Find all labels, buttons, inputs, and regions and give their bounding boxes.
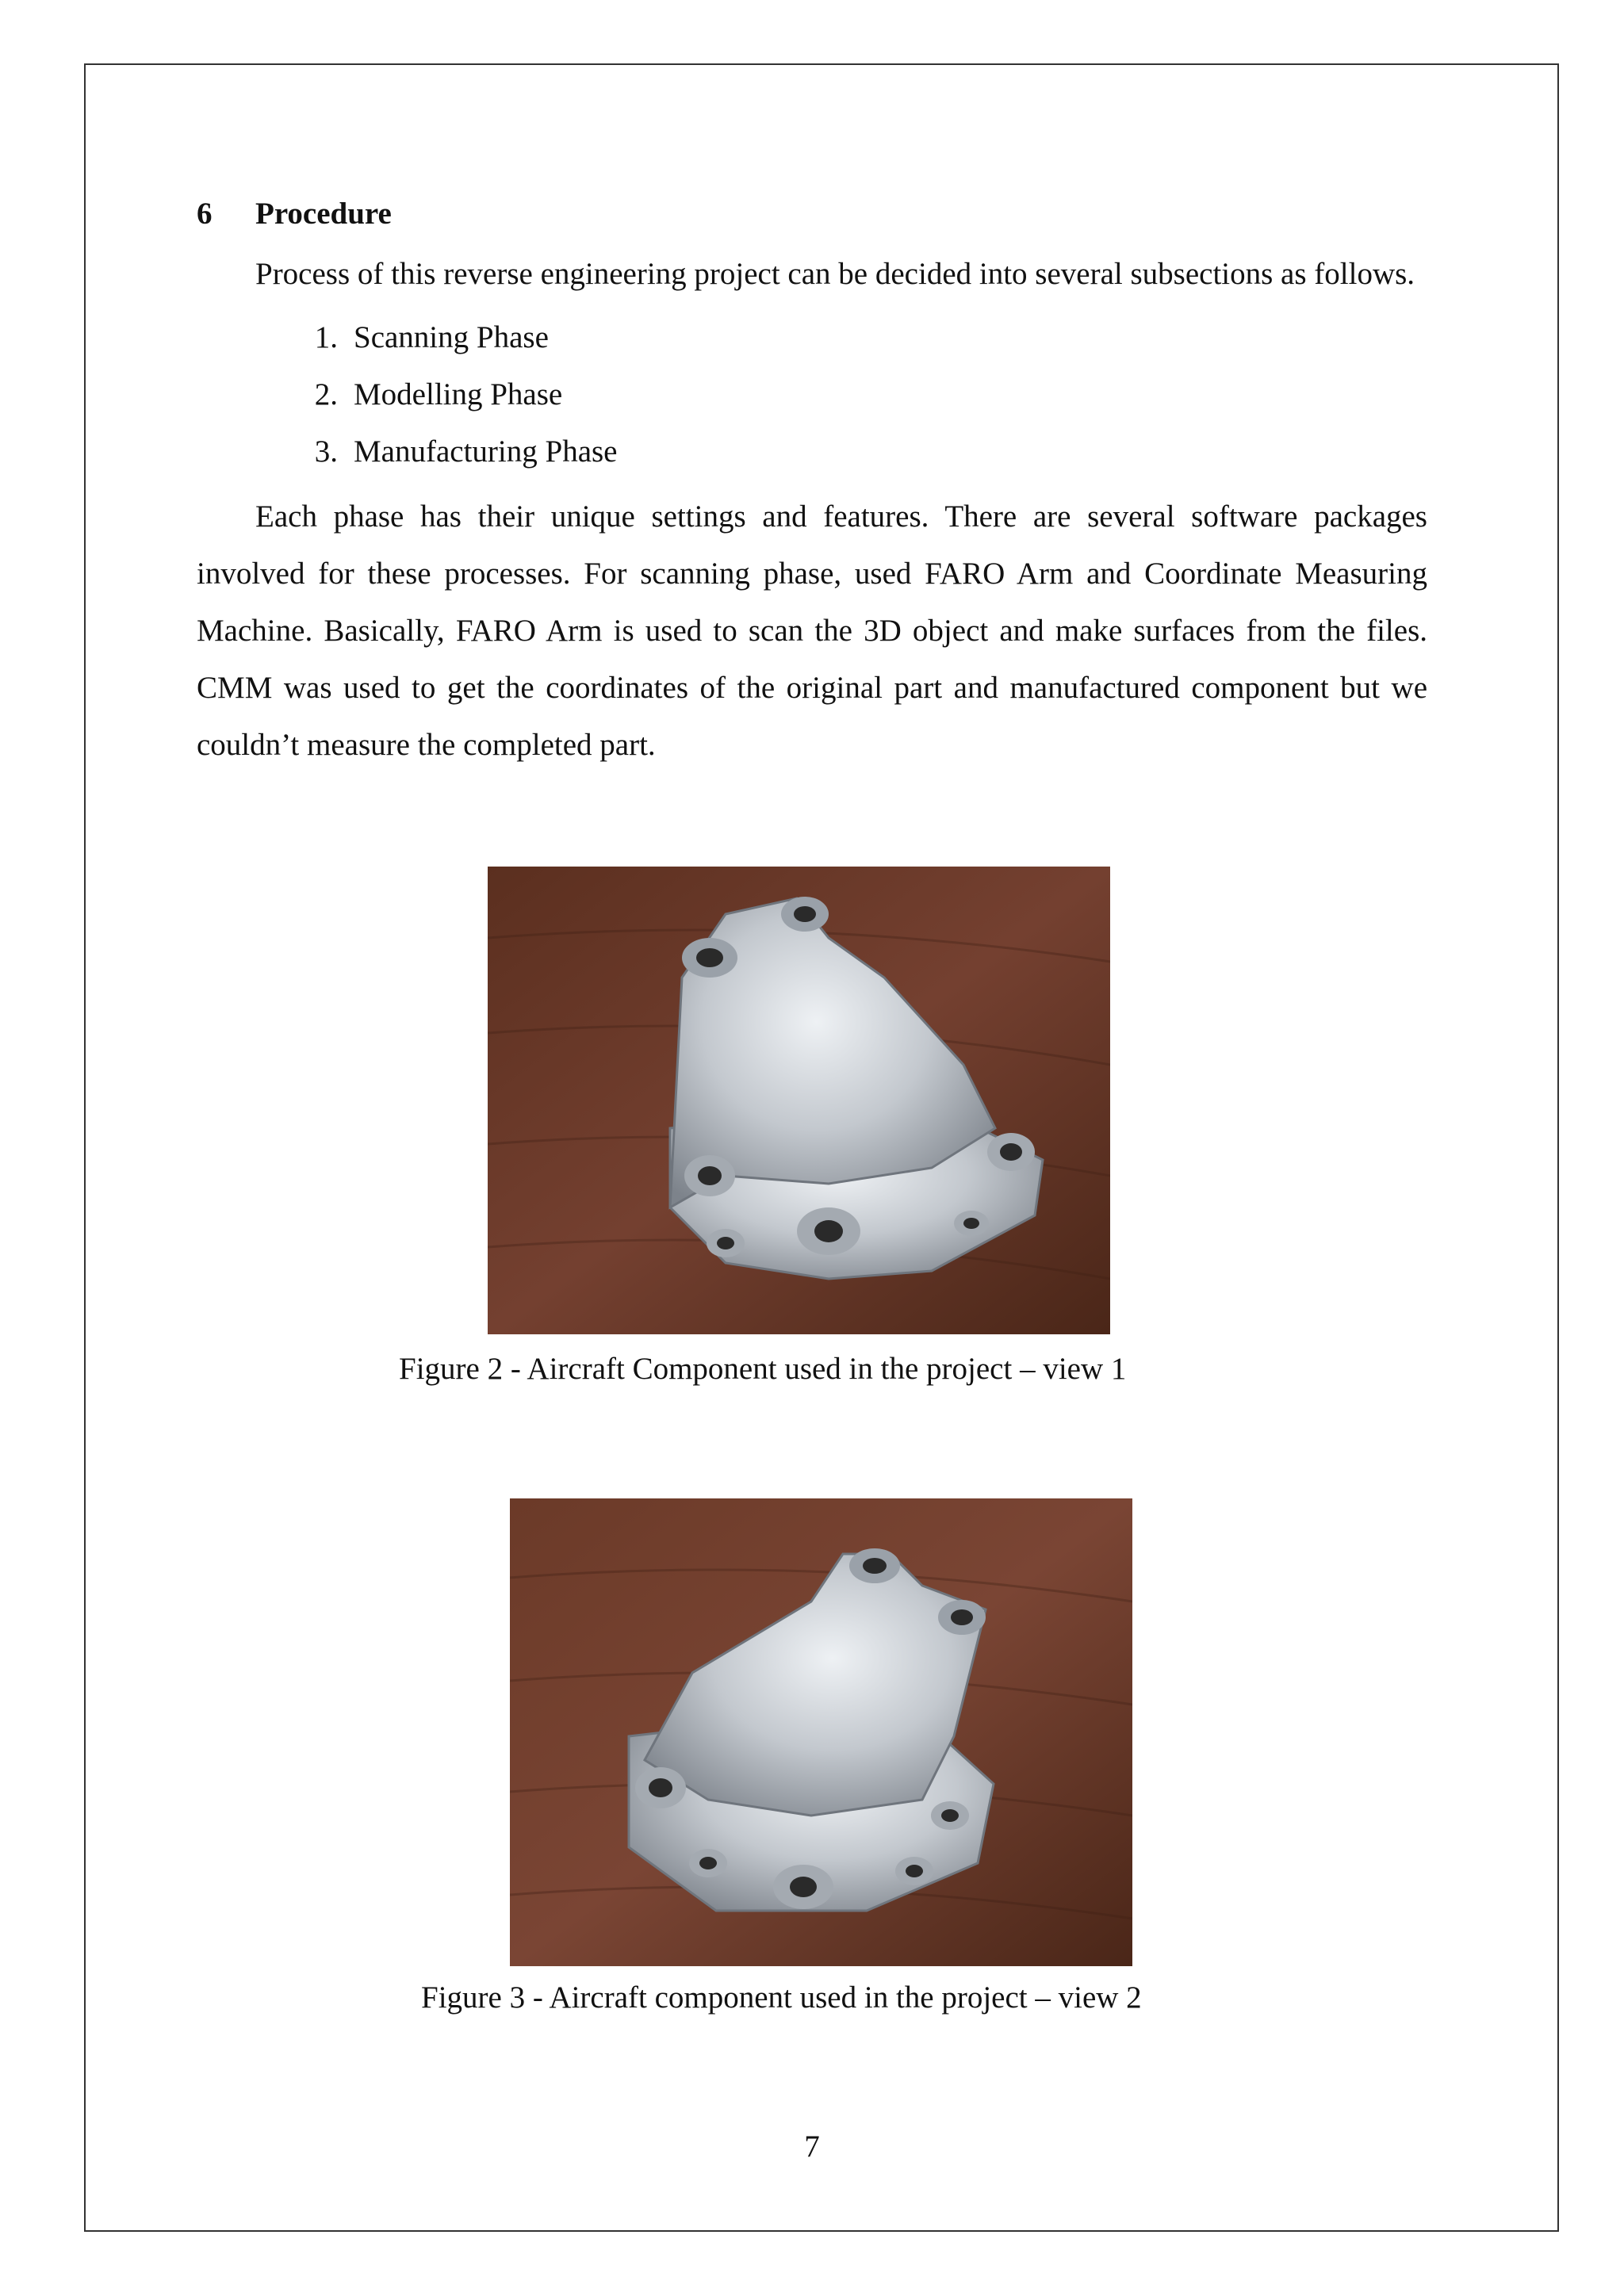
section-number: 6 [197, 197, 213, 231]
list-item-label: Modelling Phase [354, 377, 563, 411]
list-item [197, 309, 1427, 366]
body-paragraph: Each phase has their unique settings and features. There are several software packages involved for these processes. For scanning phase, used FARO Arm and Coordinate Measuring Machine. Basically, FARO Arm is used to scan the 3D object and make surfaces from the files. CMM was used to get the coordinates of the original part and manufactured component but we couldn’t measure the completed part. [197, 499, 1427, 762]
aircraft-component-photo-view-1 [488, 867, 1110, 1334]
list-item-number: 3. [314, 434, 338, 469]
list-item [197, 366, 1427, 423]
list-item-number: 2. [314, 377, 338, 411]
list-item-label: Scanning Phase [354, 320, 549, 354]
section-title: Procedure [255, 197, 392, 231]
section-heading [197, 190, 1427, 238]
intro-paragraph: Process of this reverse engineering project can be decided into several subsections as follows. [255, 257, 1415, 291]
figure-3-photo [510, 1498, 1132, 1966]
page-content [197, 190, 1427, 774]
figure-2-photo [488, 867, 1110, 1334]
list-item-number: 1. [314, 320, 338, 354]
aircraft-component-photo-view-2 [510, 1498, 1132, 1966]
phase-list [197, 309, 1427, 480]
page-number: 7 [804, 2130, 820, 2164]
list-item-label: Manufacturing Phase [354, 434, 618, 469]
figure-3-caption: Figure 3 - Aircraft component used in the project – view 2 [421, 1980, 1142, 2015]
list-item [197, 423, 1427, 480]
figure-2-caption: Figure 2 - Aircraft Component used in the project – view 1 [399, 1352, 1127, 1386]
